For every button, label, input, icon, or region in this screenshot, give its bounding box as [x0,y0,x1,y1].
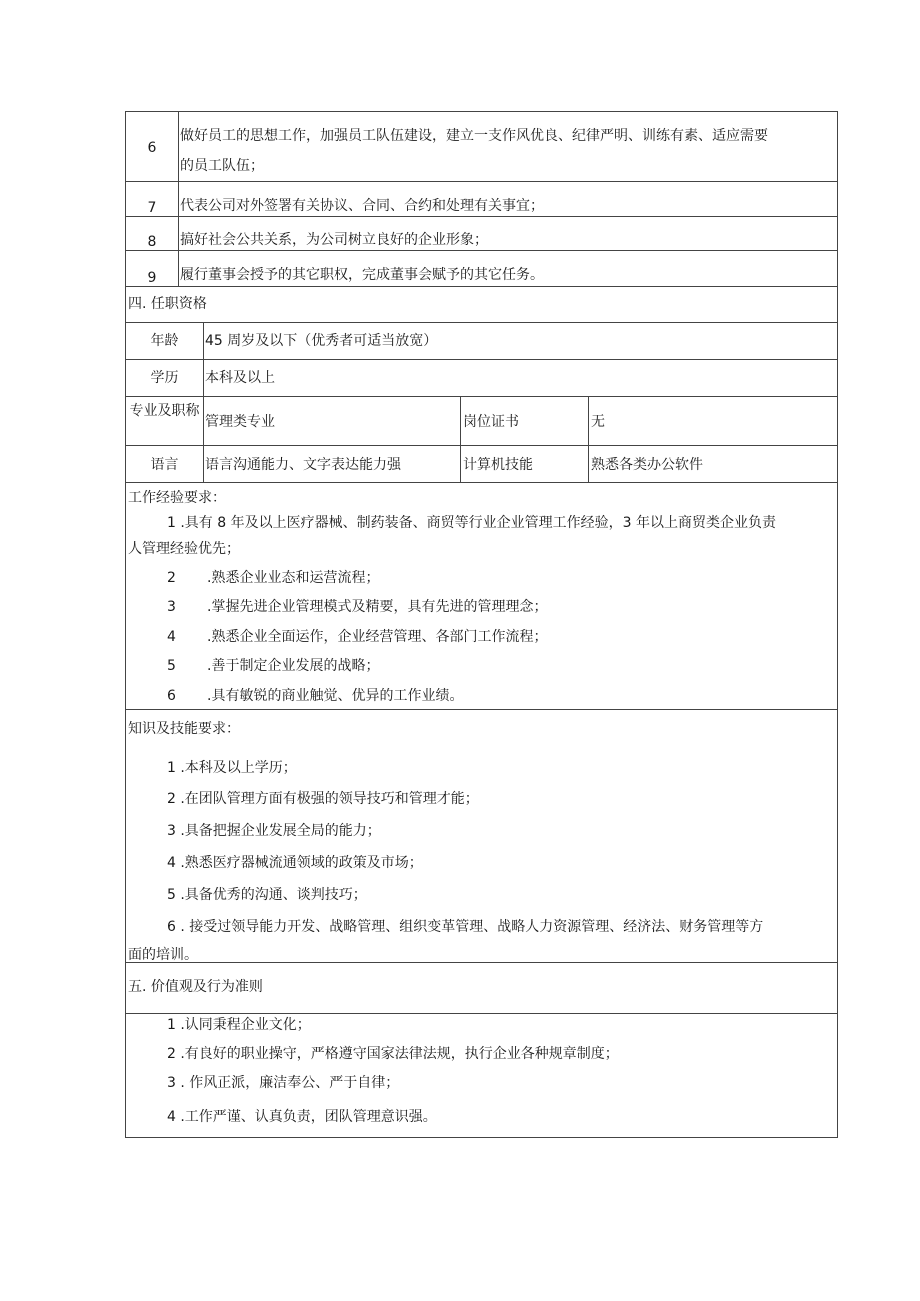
knowledge-item: 6 . 接受过领导能力开发、战略管理、组织变革管理、战略人力资源管理、经济法、财务管理等方 [167,919,764,935]
duty-number: 6 [147,140,157,156]
experience-item-number: 3 [167,599,176,615]
clipped-cell [126,940,826,961]
field-value-major: 管理类专业 [205,414,275,430]
knowledge-item: 面的培训。 [128,947,198,961]
duty-text: 搞好社会公共关系，为公司树立良好的企业形象； [180,232,488,248]
knowledge-item: 1 .本科及以上学历； [167,760,297,776]
row-divider [125,216,838,217]
field-value-computer-skill: 熟悉各类办公软件 [591,457,703,473]
field-label-education: 学历 [150,370,179,386]
row-divider [125,396,838,397]
duty-number: 9 [147,270,157,286]
experience-item: .善于制定企业发展的战略； [207,658,380,674]
experience-item-number: 6 [167,688,176,704]
row-divider [125,709,838,710]
value-item: 3 . 作风正派，廉洁奉公、严于自律； [167,1075,400,1091]
field-value-age: 45 周岁及以下（优秀者可适当放宽） [205,333,438,349]
experience-item: .熟悉企业业态和运营流程； [207,570,380,586]
value-item: 4 .工作严谨、认真负责，团队管理意识强。 [167,1109,437,1125]
col-divider [588,396,589,482]
field-label-major: 专业及职称 [129,403,200,419]
row-divider [125,1013,838,1014]
duty-text: 履行董事会授予的其它职权，完成董事会赋予的其它任务。 [180,267,544,283]
experience-title: 工作经验要求： [128,490,226,506]
field-label-age: 年龄 [150,333,179,349]
experience-item: 1 .具有 8 年及以上医疗器械、制药装备、商贸等行业企业管理工作经验，3 年以上商贸类企业负责 [167,515,776,531]
experience-item: 人管理经验优先； [128,541,240,557]
field-value-certificate: 无 [591,414,605,430]
col-divider [178,111,179,286]
col-divider [203,322,204,482]
duty-text: 代表公司对外签署有关协议、合同、合约和处理有关事宜； [180,198,544,214]
row-divider [125,250,838,251]
field-value-language: 语言沟通能力、文字表达能力强 [205,457,401,473]
knowledge-item: 5 .具备优秀的沟通、谈判技巧； [167,887,367,903]
value-item: 2 .有良好的职业操守，严格遵守国家法律法规，执行企业各种规章制度； [167,1046,619,1062]
knowledge-item: 3 .具备把握企业发展全局的能力； [167,823,381,839]
field-label-computer-skill: 计算机技能 [463,457,533,473]
row-divider [125,445,838,446]
field-value-education: 本科及以上 [205,370,275,386]
experience-item: .掌握先进企业管理模式及精要，具有先进的管理理念； [207,599,548,615]
field-label-language: 语言 [150,457,179,473]
experience-item: .具有敏锐的商业触觉、优异的工作业绩。 [207,688,464,704]
duty-number: 8 [147,234,157,250]
row-divider [125,181,838,182]
section-title: 五. 价值观及行为准则 [128,979,263,995]
knowledge-title: 知识及技能要求： [128,721,240,737]
knowledge-item: 2 .在团队管理方面有极强的领导技巧和管理才能； [167,791,479,807]
value-item: 1 .认同秉程企业文化； [167,1017,311,1033]
experience-item-number: 4 [167,629,176,645]
duty-text: 的员工队伍； [180,158,264,174]
duty-text: 做好员工的思想工作，加强员工队伍建设，建立一支作风优良、纪律严明、训练有素、适应需要 [180,128,768,144]
section-title: 四. 任职资格 [128,296,207,312]
experience-item-number: 2 [167,570,176,586]
row-divider [125,286,838,287]
experience-item-number: 5 [167,658,176,674]
knowledge-item: 4 .熟悉医疗器械流通领域的政策及市场； [167,855,423,871]
row-divider [125,322,838,323]
row-divider [125,359,838,360]
row-divider [125,962,838,963]
col-divider [460,396,461,482]
duty-number: 7 [147,200,157,216]
field-label-certificate: 岗位证书 [463,414,519,430]
experience-item: .熟悉企业全面运作，企业经营管理、各部门工作流程； [207,629,548,645]
row-divider [125,482,838,483]
